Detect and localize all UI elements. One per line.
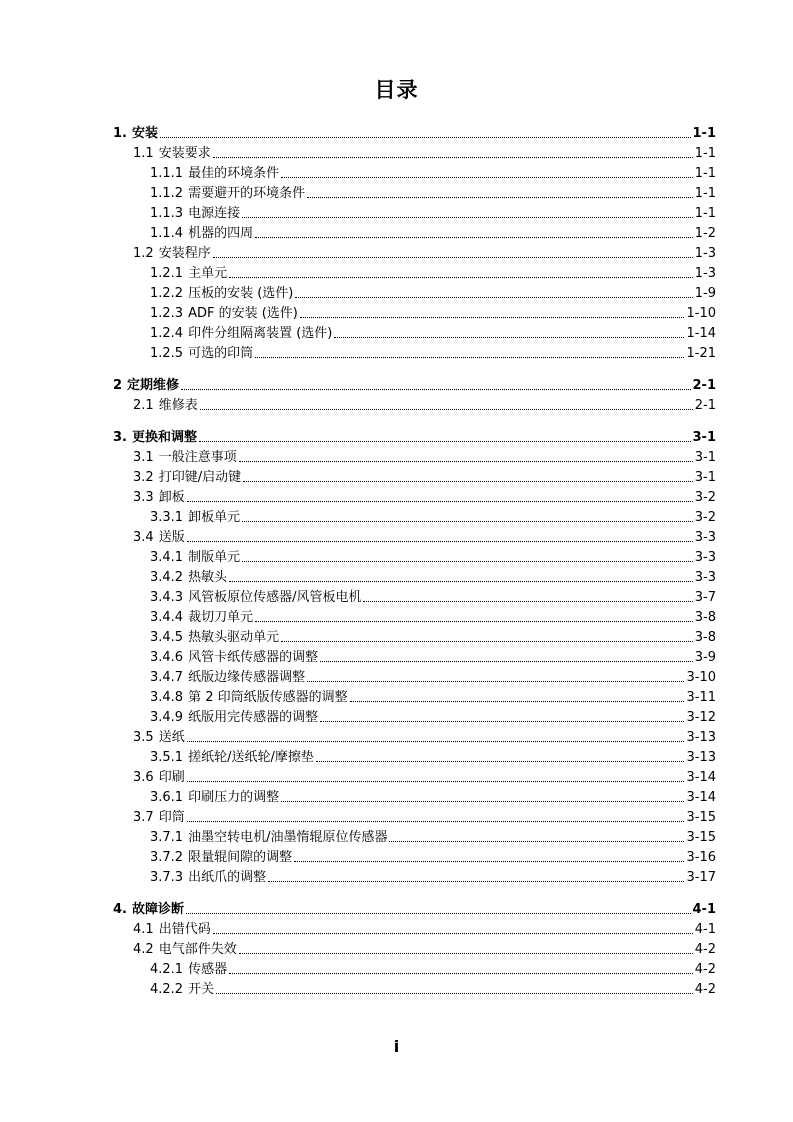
toc-entry-number: 4. (113, 902, 127, 917)
toc-entry-label (113, 430, 197, 445)
toc-entry-title: 送纸 (158, 730, 185, 745)
toc-entry-label (133, 810, 185, 825)
toc-entry-title: 纸版边缘传感器调整 (188, 670, 306, 685)
toc-entry-title: 热敏头驱动单元 (188, 630, 280, 645)
toc-entry-number: 3. (113, 430, 127, 445)
toc-entry-page: 4-2 (694, 942, 716, 957)
dot-leader (294, 860, 684, 862)
toc-entry-label (133, 490, 185, 505)
toc-subsubsection[interactable] (113, 845, 716, 865)
toc-entry-number: 1.2.1 (150, 266, 184, 281)
dot-leader (307, 680, 684, 682)
toc-entry-label (150, 286, 293, 301)
dot-leader (350, 700, 685, 702)
dot-leader (334, 336, 684, 338)
toc-subsubsection[interactable] (113, 957, 716, 977)
dot-leader (213, 256, 693, 258)
toc-entry-title: 电气部件失效 (158, 942, 237, 957)
toc-entry-page: 3-1 (694, 470, 716, 485)
toc-entry-page: 3-12 (686, 710, 716, 725)
dot-leader (187, 540, 693, 542)
toc-entry-number: 4.1 (133, 922, 154, 937)
section-gap (113, 413, 716, 425)
toc-entry-label (150, 226, 253, 241)
toc-entry-number: 1.1.4 (150, 226, 184, 241)
toc-entry-number: 3.4.4 (150, 610, 184, 625)
toc-entry-page: 3-11 (686, 690, 716, 705)
toc-entry-title: 制版单元 (188, 550, 241, 565)
dot-leader (229, 972, 693, 974)
toc-subsubsection[interactable] (113, 665, 716, 685)
dot-leader (229, 580, 693, 582)
page-number: i (393, 1037, 400, 1056)
toc-entry-label (150, 570, 227, 585)
toc-entry-label (150, 830, 387, 845)
toc-entry-title: 电源连接 (188, 206, 241, 221)
toc-subsection[interactable] (113, 445, 716, 465)
toc-entry-label (150, 962, 227, 977)
toc-entry-page: 3-3 (694, 570, 716, 585)
dot-leader (160, 136, 691, 138)
toc-entry-number: 3.4.5 (150, 630, 184, 645)
toc-entry-label (150, 610, 253, 625)
toc-subsubsection[interactable] (113, 977, 716, 997)
toc-entry-number: 3.3 (133, 490, 154, 505)
toc-entry-page: 1-9 (694, 286, 716, 301)
toc-entry-number: 1. (113, 126, 127, 141)
toc-entry-page: 1-14 (686, 326, 716, 341)
toc-entry-title: 安装 (131, 126, 158, 141)
toc-entry-page: 3-15 (686, 830, 716, 845)
toc-entry-page: 3-3 (694, 530, 716, 545)
toc-entry-number: 3.4 (133, 530, 154, 545)
toc-entry-number: 1.1.2 (150, 186, 184, 201)
toc-entry-title: 裁切刀单元 (188, 610, 254, 625)
toc-subsubsection[interactable] (113, 321, 716, 341)
toc-entry-label (150, 590, 361, 605)
toc-entry-page: 3-10 (686, 670, 716, 685)
toc-entry-page: 3-13 (686, 750, 716, 765)
toc-entry-number: 1.2.4 (150, 326, 184, 341)
toc-entry-number: 3.4.3 (150, 590, 184, 605)
toc-subsection[interactable] (113, 393, 716, 413)
toc-entry-title: 可选的印筒 (188, 346, 254, 361)
toc-entry-number: 2.1 (133, 398, 154, 413)
toc-subsubsection[interactable] (113, 261, 716, 281)
toc-entry-number: 3.6 (133, 770, 154, 785)
toc-entry-title: 机器的四周 (188, 226, 254, 241)
dot-leader (187, 780, 685, 782)
toc-entry-page: 1-1 (694, 146, 716, 161)
toc-entry-number: 1.2.3 (150, 306, 184, 321)
toc-entry-label (113, 126, 158, 141)
dot-leader (199, 440, 691, 442)
toc-subsection[interactable] (113, 525, 716, 545)
toc-subsubsection[interactable] (113, 505, 716, 525)
toc-entry-page: 3-2 (694, 490, 716, 505)
toc-entry-number: 4.2 (133, 942, 154, 957)
toc-entry-label (150, 870, 266, 885)
toc-entry-label (150, 650, 318, 665)
toc-entry-number: 3.5.1 (150, 750, 184, 765)
toc-entry-title: 安装程序 (158, 246, 211, 261)
dot-leader (242, 520, 693, 522)
toc-subsection[interactable] (113, 725, 716, 745)
dot-leader (255, 356, 684, 358)
toc-entry-label (133, 246, 211, 261)
toc-entry-number: 1.1 (133, 146, 154, 161)
toc-entry-title: 卸板单元 (188, 510, 241, 525)
dot-leader (187, 820, 685, 822)
toc-subsection[interactable] (113, 765, 716, 785)
toc-entry-label (133, 470, 241, 485)
toc-entry-number: 1.2.5 (150, 346, 184, 361)
dot-leader (216, 992, 693, 994)
toc-subsubsection[interactable] (113, 281, 716, 301)
toc-entry-title: 打印键/启动键 (158, 470, 242, 485)
toc-entry-page: 2-1 (694, 398, 716, 413)
dot-leader (187, 500, 693, 502)
toc-subsubsection[interactable] (113, 785, 716, 805)
dot-leader (243, 480, 693, 482)
toc-entry-label (133, 922, 211, 937)
toc-subsubsection[interactable] (113, 865, 716, 885)
toc-entry-title: 印件分组隔离装置 (选件) (188, 326, 333, 341)
toc-entry-number: 3.4.1 (150, 550, 184, 565)
dot-leader (239, 952, 693, 954)
toc-subsubsection[interactable] (113, 745, 716, 765)
toc-entry-label (113, 902, 184, 917)
toc-entry-page: 3-13 (686, 730, 716, 745)
dot-leader (255, 236, 693, 238)
toc-subsubsection[interactable] (113, 341, 716, 361)
dot-leader (268, 880, 684, 882)
toc-entry-label (150, 850, 292, 865)
toc-entry-title: 开关 (188, 982, 215, 997)
toc-subsection[interactable] (113, 465, 716, 485)
toc-entry-number: 3.6.1 (150, 790, 184, 805)
toc-entry-page: 3-2 (694, 510, 716, 525)
dot-leader (255, 620, 693, 622)
toc-entry-label (150, 550, 240, 565)
toc-subsection[interactable] (113, 141, 716, 161)
dot-leader (320, 720, 684, 722)
toc-entry-label (150, 790, 279, 805)
dot-leader (181, 388, 690, 390)
toc-entry-title: 第 2 印筒纸版传感器的调整 (188, 690, 348, 705)
toc-entry-page: 1-1 (694, 186, 716, 201)
toc-entry-number: 1.1.3 (150, 206, 184, 221)
toc-entry-title: 故障诊断 (131, 902, 184, 917)
toc-entry-number: 1.2.2 (150, 286, 184, 301)
dot-leader (363, 600, 692, 602)
toc-entry-label (150, 630, 279, 645)
toc-entry-label (133, 730, 185, 745)
toc-subsubsection[interactable] (113, 565, 716, 585)
dot-leader (295, 296, 692, 298)
toc-entry-title: 热敏头 (188, 570, 228, 585)
toc-entry-page: 3-3 (694, 550, 716, 565)
toc-entry-number: 3.4.9 (150, 710, 184, 725)
dot-leader (213, 932, 693, 934)
toc-entry-number: 3.1 (133, 450, 154, 465)
toc-entry-number: 4.2.2 (150, 982, 184, 997)
toc-entry-number: 3.4.8 (150, 690, 184, 705)
toc-subsection[interactable] (113, 917, 716, 937)
toc-entry-number: 1.1.1 (150, 166, 184, 181)
toc-entry-title: 安装要求 (158, 146, 211, 161)
toc-entry-number: 3.4.7 (150, 670, 184, 685)
toc-entry-title: 维修表 (158, 398, 198, 413)
toc-entry-label (150, 206, 240, 221)
toc-entry-page: 3-1 (694, 450, 716, 465)
toc-entry-title: 纸版用完传感器的调整 (188, 710, 319, 725)
toc-entry-number: 3.7.2 (150, 850, 184, 865)
toc-entry-number: 4.2.1 (150, 962, 184, 977)
toc-entry-title: 印刷 (158, 770, 185, 785)
toc-entry-title: 传感器 (188, 962, 228, 977)
toc-entry-label (133, 770, 185, 785)
toc-entry-page: 1-3 (694, 266, 716, 281)
toc-entry-title: 出纸爪的调整 (188, 870, 267, 885)
toc-entry-label (150, 710, 318, 725)
toc-entry-number: 3.4.2 (150, 570, 184, 585)
toc-subsubsection[interactable] (113, 685, 716, 705)
toc-entry-page: 3-14 (686, 790, 716, 805)
toc-entry-number: 2 (113, 378, 123, 393)
toc-entry-page: 1-1 (692, 126, 716, 141)
dot-leader (389, 840, 684, 842)
toc-subsubsection[interactable] (113, 645, 716, 665)
toc-entry-page: 3-16 (686, 850, 716, 865)
toc-entry-label (133, 146, 211, 161)
section-gap (113, 361, 716, 373)
toc-subsection[interactable] (113, 241, 716, 261)
toc-entry-label (150, 690, 348, 705)
toc-entry-page: 3-8 (694, 630, 716, 645)
toc-entry-label (133, 398, 198, 413)
toc-entry-page: 4-1 (692, 902, 716, 917)
toc-entry-title: 压板的安装 (选件) (188, 286, 294, 301)
toc-entry-label (150, 326, 332, 341)
dot-leader (186, 912, 691, 914)
toc-entry-title: 送版 (158, 530, 185, 545)
toc-entry-number: 3.5 (133, 730, 154, 745)
toc-entry-title: 出错代码 (158, 922, 211, 937)
toc-entry-title: 定期维修 (127, 378, 180, 393)
toc-entry-title: 风管板原位传感器/风管板电机 (188, 590, 362, 605)
toc-section[interactable] (113, 121, 716, 141)
table-of-contents (113, 121, 716, 997)
toc-entry-page: 3-8 (694, 610, 716, 625)
toc-section[interactable] (113, 373, 716, 393)
dot-leader (281, 800, 684, 802)
toc-subsubsection[interactable] (113, 545, 716, 565)
toc-section[interactable] (113, 897, 716, 917)
dot-leader (281, 176, 693, 178)
toc-entry-page: 1-3 (694, 246, 716, 261)
toc-entry-label (150, 346, 253, 361)
toc-subsubsection[interactable] (113, 181, 716, 201)
dot-leader (300, 316, 685, 318)
dot-leader (239, 460, 693, 462)
toc-entry-page: 1-1 (694, 206, 716, 221)
toc-entry-page: 3-14 (686, 770, 716, 785)
toc-entry-label (150, 750, 314, 765)
toc-entry-title: 印刷压力的调整 (188, 790, 280, 805)
toc-entry-label (150, 266, 227, 281)
toc-entry-page: 4-2 (694, 962, 716, 977)
toc-entry-label (150, 166, 279, 181)
toc-entry-label (150, 670, 305, 685)
toc-subsubsection[interactable] (113, 585, 716, 605)
toc-entry-title: 油墨空转电机/油墨惰辊原位传感器 (188, 830, 388, 845)
toc-subsubsection[interactable] (113, 301, 716, 321)
toc-entry-label (150, 186, 305, 201)
toc-entry-title: 主单元 (188, 266, 228, 281)
toc-entry-title: ADF 的安装 (选件) (188, 306, 298, 321)
toc-subsubsection[interactable] (113, 825, 716, 845)
toc-entry-title: 限量辊间隙的调整 (188, 850, 293, 865)
toc-subsubsection[interactable] (113, 161, 716, 181)
dot-leader (281, 640, 693, 642)
toc-subsubsection[interactable] (113, 221, 716, 241)
toc-entry-page: 1-2 (694, 226, 716, 241)
toc-subsection[interactable] (113, 937, 716, 957)
toc-subsubsection[interactable] (113, 705, 716, 725)
toc-entry-label (150, 982, 214, 997)
toc-entry-number: 3.3.1 (150, 510, 184, 525)
dot-leader (187, 740, 685, 742)
section-gap (113, 885, 716, 897)
toc-subsubsection[interactable] (113, 625, 716, 645)
toc-entry-page: 1-10 (686, 306, 716, 321)
dot-leader (307, 196, 693, 198)
toc-entry-label (113, 378, 179, 393)
toc-entry-title: 风管卡纸传感器的调整 (188, 650, 319, 665)
toc-entry-label (150, 306, 298, 321)
toc-entry-label (133, 450, 237, 465)
toc-entry-page: 3-7 (694, 590, 716, 605)
toc-entry-page: 3-17 (686, 870, 716, 885)
dot-leader (242, 560, 693, 562)
toc-entry-page: 2-1 (692, 378, 716, 393)
toc-entry-number: 3.4.6 (150, 650, 184, 665)
dot-leader (320, 660, 693, 662)
toc-entry-label (133, 530, 185, 545)
toc-entry-page: 4-1 (694, 922, 716, 937)
toc-entry-number: 1.2 (133, 246, 154, 261)
toc-subsubsection[interactable] (113, 201, 716, 221)
dot-leader (213, 156, 693, 158)
dot-leader (200, 408, 693, 410)
toc-entry-number: 3.2 (133, 470, 154, 485)
dot-leader (316, 760, 685, 762)
page-title: 目录 (374, 78, 419, 102)
dot-leader (229, 276, 693, 278)
toc-entry-label (150, 510, 240, 525)
toc-entry-page: 1-1 (694, 166, 716, 181)
toc-entry-number: 3.7 (133, 810, 154, 825)
toc-entry-title: 需要避开的环境条件 (188, 186, 306, 201)
toc-entry-title: 印筒 (158, 810, 185, 825)
toc-entry-title: 更换和调整 (131, 430, 197, 445)
toc-subsection[interactable] (113, 485, 716, 505)
dot-leader (242, 216, 693, 218)
toc-entry-page: 3-1 (692, 430, 716, 445)
toc-entry-page: 3-9 (694, 650, 716, 665)
toc-entry-label (133, 942, 237, 957)
toc-entry-number: 3.7.3 (150, 870, 184, 885)
toc-subsubsection[interactable] (113, 605, 716, 625)
toc-entry-title: 卸板 (158, 490, 185, 505)
toc-entry-page: 3-15 (686, 810, 716, 825)
toc-entry-title: 最佳的环境条件 (188, 166, 280, 181)
toc-entry-number: 3.7.1 (150, 830, 184, 845)
toc-entry-page: 4-2 (694, 982, 716, 997)
toc-entry-title: 一般注意事项 (158, 450, 237, 465)
toc-section[interactable] (113, 425, 716, 445)
toc-entry-page: 1-21 (686, 346, 716, 361)
toc-entry-title: 搓纸轮/送纸轮/摩擦垫 (188, 750, 314, 765)
toc-subsection[interactable] (113, 805, 716, 825)
